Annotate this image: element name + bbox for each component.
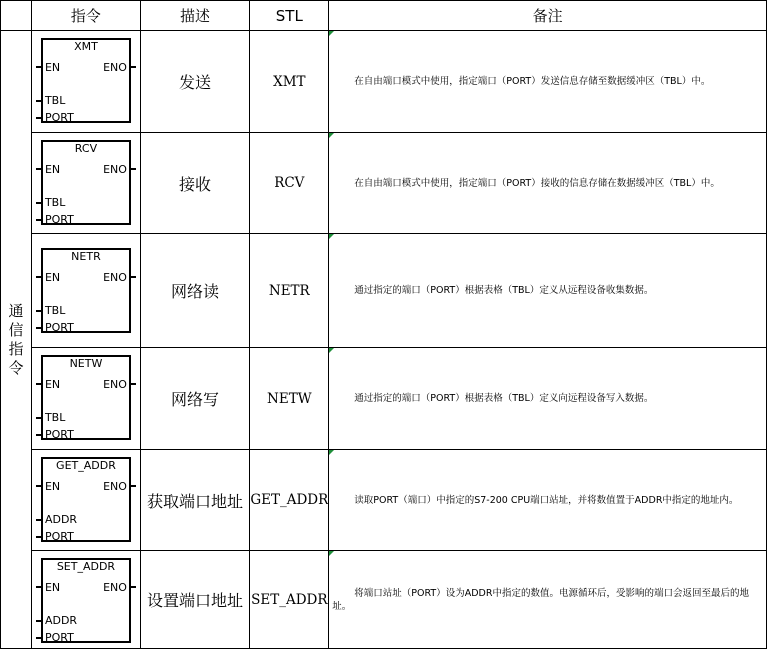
remark-text: 将端口站址（PORT）设为ADDR中指定的数值。电源循环后，受影响的端口会返回至最后的地址。 [332,587,749,612]
pin-eno: ENO [103,271,127,284]
pin-port: PORT [44,321,74,334]
stl-cell: XMT [250,31,329,133]
pin-eno: ENO [103,480,127,493]
remark-text: 读取PORT（端口）中指定的S7-200 CPU端口站址，并将数值置于ADDR中指定的地址内。 [354,494,739,506]
pin1-wire [36,519,42,521]
comment-marker [329,234,334,239]
ladder-box-netr [41,248,131,333]
box-name: NETW [69,357,103,370]
ladder-box-netw [41,355,131,440]
pin-tbl: TBL [44,304,66,317]
header-description: 描述 [140,1,250,31]
pin-en: EN [44,581,61,594]
pin-en: EN [44,61,61,74]
pin1-wire [36,310,42,312]
table-row [1,450,767,551]
instruction-cell [31,348,140,450]
pin-eno: ENO [103,61,127,74]
eno-wire [130,168,136,170]
header-row [1,1,767,31]
ladder-box-rcv [41,140,131,225]
description-cell: 获取端口地址 [140,450,250,551]
remark-cell [329,551,767,649]
eno-wire [130,66,136,68]
comment-marker [329,450,334,455]
pin-tbl: TBL [44,196,66,209]
pin-en: EN [44,163,61,176]
header-remarks: 备注 [329,1,767,31]
en-wire [36,66,42,68]
pin1-wire [36,417,42,419]
remark-cell [329,450,767,551]
pin1-wire [36,620,42,622]
instruction-cell [31,133,140,234]
box-name: GET_ADDR [56,459,116,472]
pin2-wire [36,637,42,639]
remark-cell [329,348,767,450]
comment-marker [329,31,334,36]
ladder-box-xmt [41,38,131,123]
box-name: RCV [74,142,98,155]
table-row [1,31,767,133]
pin2-wire [36,117,42,119]
pin-port: PORT [44,111,74,124]
pin1-wire [36,100,42,102]
remark-text: 在自由端口模式中使用，指定端口（PORT）发送信息存储至数据缓冲区（TBL）中。 [354,76,711,87]
pin-en: EN [44,480,61,493]
header-instruction: 指令 [31,1,140,31]
comment-marker [329,551,334,556]
pin-port: PORT [44,213,74,226]
pin2-wire [36,219,42,221]
pin2-wire [36,536,42,538]
description-cell: 网络读 [140,234,250,348]
box-name: SET_ADDR [56,560,116,573]
en-wire [36,485,42,487]
comment-marker [329,133,334,138]
description-cell: 发送 [140,31,250,133]
remark-cell [329,31,767,133]
table-row [1,551,767,649]
header-blank [1,1,32,31]
box-name: XMT [74,40,98,53]
pin-addr: ADDR [44,513,78,526]
pin-tbl: TBL [44,411,66,424]
category-cell [1,31,32,649]
pin2-wire [36,327,42,329]
instruction-cell [31,31,140,133]
eno-wire [130,586,136,588]
en-wire [36,276,42,278]
ladder-box-get-addr [41,457,131,542]
description-cell: 接收 [140,133,250,234]
pin-eno: ENO [103,163,127,176]
remark-cell [329,234,767,348]
description-cell: 设置端口地址 [140,551,250,649]
pin-en: EN [44,378,61,391]
pin-eno: ENO [103,378,127,391]
eno-wire [130,383,136,385]
table-row [1,133,767,234]
en-wire [36,383,42,385]
pin-en: EN [44,271,61,284]
comment-marker [329,348,334,353]
instruction-cell [31,450,140,551]
remark-text: 通过指定的端口（PORT）根据表格（TBL）定义从远程设备收集数据。 [354,285,654,296]
pin-port: PORT [44,428,74,441]
pin-port: PORT [44,631,74,644]
table-row [1,234,767,348]
en-wire [36,586,42,588]
pin-addr: ADDR [44,614,78,627]
en-wire [36,168,42,170]
remark-text: 通过指定的端口（PORT）根据表格（TBL）定义向远程设备写入数据。 [354,393,654,404]
category-label: 通信指令 [8,301,24,377]
eno-wire [130,276,136,278]
remark-cell [329,133,767,234]
pin1-wire [36,202,42,204]
instruction-cell [31,551,140,649]
stl-cell: NETR [250,234,329,348]
instruction-cell [31,234,140,348]
stl-cell: NETW [250,348,329,450]
pin-port: PORT [44,530,74,543]
stl-cell: SET_ADDR [250,551,329,649]
description-cell: 网络写 [140,348,250,450]
box-name: NETR [71,250,101,263]
ladder-box-set-addr [41,558,131,643]
eno-wire [130,485,136,487]
remark-text: 在自由端口模式中使用，指定端口（PORT）接收的信息存储在数据缓冲区（TBL）中。 [354,177,720,189]
header-stl: STL [250,1,329,31]
pin-tbl: TBL [44,94,66,107]
pin2-wire [36,434,42,436]
table-row [1,348,767,450]
stl-cell: RCV [250,133,329,234]
stl-cell: GET_ADDR [250,450,329,551]
pin-eno: ENO [103,581,127,594]
